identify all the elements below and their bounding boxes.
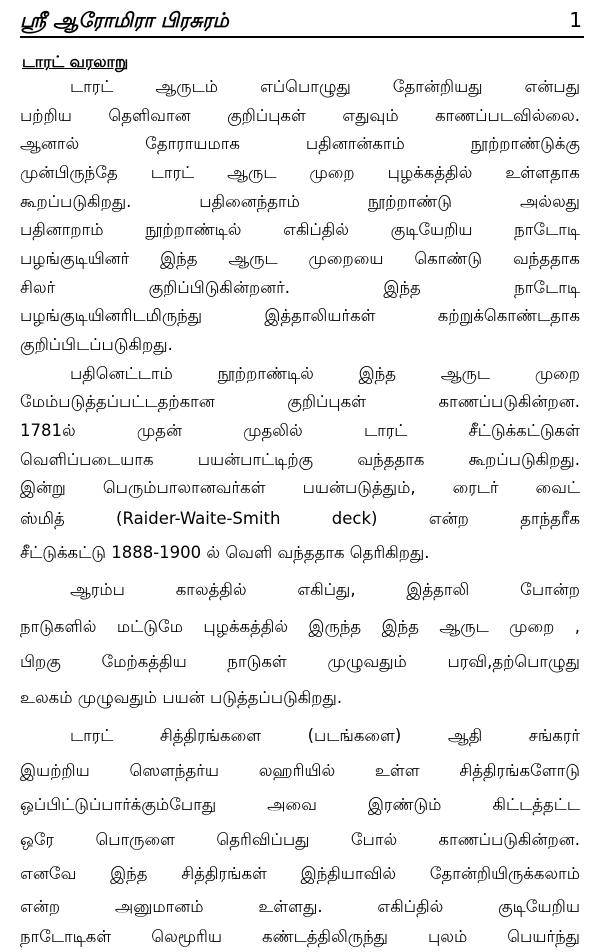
- text-line: பதினெட்டாம் நூற்றாண்டில் இந்த ஆருட முறை: [70, 364, 580, 383]
- text-line: டாரட் ஆருடம் எப்பொழுது தோன்றியது என்பது: [70, 77, 580, 96]
- text-line: வெளிப்படையாக பயன்பாட்டிற்கு வந்ததாக கூறப்படுகிறது.: [20, 450, 580, 469]
- page-header: [20, 6, 584, 38]
- text-line: நாடோடிகள் லெமூரிய கண்டத்திலிருந்து புலம் பெயர்ந்து: [20, 927, 580, 946]
- text-line: ஸ்மித் (Raider-Waite-Smith deck) என்ற தாந்தரீக: [20, 509, 580, 528]
- text-line: 1781ல் முதன் முதலில் டாரட் சீட்டுக்கட்டுகள்: [20, 421, 580, 440]
- text-line: முன்பிருந்தே டாரட் ஆருட முறை புழக்கத்தில் உள்ளதாக: [20, 163, 580, 182]
- text-line: ஆரம்ப காலத்தில் எகிப்து, இத்தாலி போன்ற: [70, 580, 580, 599]
- text-line: எனவே இந்த சித்திரங்கள் இந்தியாவில் தோன்றியிருக்கலாம்: [20, 864, 580, 883]
- section-title: டாரட் வரலாறு: [22, 52, 129, 71]
- text-line: பிறகு மேற்கத்திய நாடுகள் முழுவதும் பரவி,தற்பொழுது: [20, 652, 580, 671]
- text-line: நாடுகளில் மட்டுமே புழக்கத்தில் இருந்த இந்த ஆருட முறை ,: [20, 617, 580, 636]
- text-line: குறிப்பிடப்படுகிறது.: [20, 335, 173, 354]
- text-line: டாரட் சித்திரங்களை (படங்களை) ஆதி சங்கரர்: [70, 726, 580, 745]
- text-line: பழங்குடியினர் இந்த ஆருட முறையை கொண்டு வந்ததாக: [20, 249, 580, 268]
- text-line: பற்றிய தெளிவான குறிப்புகள் எதுவும் காணப்படவில்லை.: [20, 106, 580, 125]
- text-line: இன்று பெரும்பாலானவர்கள் பயன்படுத்தும், ரைடர் வைட்: [20, 478, 580, 497]
- text-line: ஆனால் தோராயமாக பதினான்காம் நூற்றாண்டுக்கு: [20, 134, 580, 153]
- text-line: மேம்படுத்தப்பட்டதற்கான குறிப்புகள் காணப்படுகின்றன.: [20, 392, 580, 411]
- text-line: இயற்றிய ஸௌந்தர்ய லஹரியில் உள்ள சித்திரங்களோடு: [20, 761, 580, 780]
- page-number: 1: [569, 8, 582, 32]
- text-line: கூறப்படுகிறது. பதினைந்தாம் நூற்றாண்டு அல்லது: [20, 192, 580, 211]
- text-line: ஒரே பொருளை தெரிவிப்பது போல் காணப்படுகின்றன.: [20, 830, 580, 849]
- text-line: உலகம் முழுவதும் பயன் படுத்தப்படுகிறது.: [20, 688, 343, 707]
- text-line: சிலர் குறிப்பிடுகின்றனர். இந்த நாடோடி: [20, 278, 580, 297]
- text-line: ஒப்பிட்டுப்பார்க்கும்போது அவை இரண்டும் கிட்டத்தட்ட: [20, 795, 580, 814]
- publisher-title: ஸ்ரீ ஆரோமிரா பிரசுரம்: [20, 8, 229, 32]
- text-line: பழங்குடியினரிடமிருந்து இத்தாலியர்கள் கற்றுக்கொண்டதாக: [20, 306, 580, 325]
- text-line: பதினாறாம் நூற்றாண்டில் எகிப்தில் குடியேறிய நாடோடி: [20, 220, 580, 239]
- text-line: என்ற அனுமானம் உள்ளது. எகிப்தில் குடியேறிய: [20, 897, 580, 916]
- text-line: சீட்டுக்கட்டு 1888-1900 ல் வெளி வந்ததாக தெரிகிறது.: [20, 543, 430, 562]
